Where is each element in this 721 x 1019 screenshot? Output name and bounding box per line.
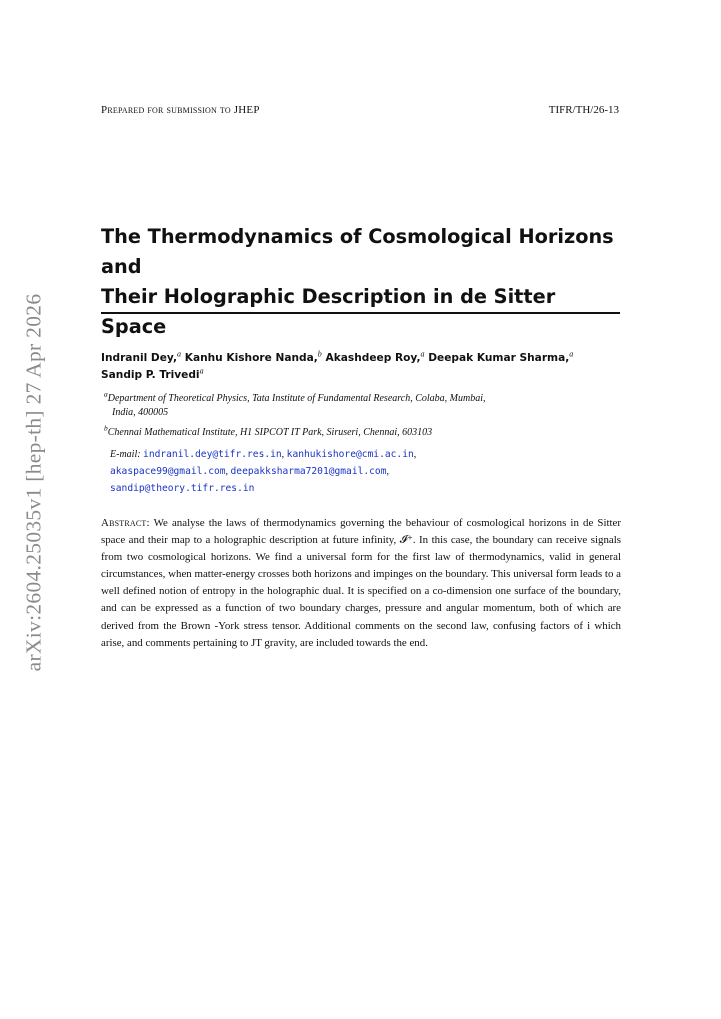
- affiliation-b: [104, 423, 622, 440]
- author-name: Sandip P. Trivedi: [101, 369, 200, 381]
- abstract-label: Abstract:: [101, 517, 150, 529]
- paper-title-line-2: Their Holographic Description in de Sitter Space: [101, 285, 556, 338]
- author-name: Kanhu Kishore Nanda,: [184, 352, 318, 364]
- email-link[interactable]: indranil.dey@tifr.res.in: [143, 449, 282, 460]
- author-name: Deepak Kumar Sharma,: [428, 352, 570, 364]
- author-affiliation-mark: a: [177, 349, 182, 359]
- affiliation-mark: b: [104, 423, 108, 433]
- affiliation-mark: a: [104, 389, 108, 399]
- arxiv-identifier-stamp: [19, 293, 49, 671]
- author-affiliation-mark: a: [199, 366, 204, 376]
- affiliation-line: Chennai Mathematical Institute, H1 SIPCOT IT Park, Siruseri, Chennai, 603103: [107, 427, 433, 438]
- author-affiliation-mark: a: [420, 349, 425, 359]
- author-name: Indranil Dey,: [101, 352, 178, 364]
- affiliation-line: Department of Theoretical Physics, Tata Institute of Fundamental Research, Colaba, Mumbai,: [107, 393, 486, 404]
- paper-title-line-1: The Thermodynamics of Cosmological Horizons and: [101, 225, 614, 278]
- author-affiliation-mark: b: [317, 349, 322, 359]
- author-name: Akashdeep Roy,: [325, 352, 421, 364]
- affiliation-line: India, 400005: [112, 407, 169, 418]
- report-number: TIFR/TH/26-13: [548, 104, 619, 116]
- submission-note: Prepared for submission to JHEP: [101, 104, 260, 116]
- abstract-text: We analyse the laws of thermodynamics governing the behaviour of cosmological horizons in de Sitter space and their map to a holographic description at future infinity, 𝓘⁺. In this case, the boundary can receive signals from two cosmological horizons. We find a universal form for the first law of thermodynamics, valid in general circumstances, when matter-energy crosses both horizons and impinges on the boundary. This universal form leads to a well defined notion of entropy in the holographic dual. It is specified on a co-dimension one surface of the boundary, and can be expressed as a function of two boundary charges, pressure and angular momentum, both of which are derived from the Brown -York stress tensor. Additional comments on the second law, confusing factors of i which arise, and comments pertaining to JT gravity, are included towards the end.: [101, 517, 621, 649]
- author-list: [101, 350, 621, 384]
- affiliation-a: [104, 389, 622, 420]
- email-block: E-mail: indranil.dey@tifr.res.in, kanhukishore@cmi.ac.in, akaspace99@gmail.com, deepakksharma7201@gmail.com, sandip@theory.tifr.res.in: [110, 449, 417, 494]
- author-affiliation-mark: a: [569, 349, 574, 359]
- email-label: E-mail:: [110, 449, 141, 460]
- arxiv-identifier-text: arXiv:2604.25035v1 [hep-th] 27 Apr 2026: [21, 293, 46, 671]
- title-divider: [101, 312, 620, 314]
- paper-title: [101, 222, 621, 342]
- email-link[interactable]: deepakksharma7201@gmail.com: [230, 466, 387, 477]
- abstract: [101, 515, 621, 652]
- email-link[interactable]: sandip@theory.tifr.res.in: [110, 483, 255, 494]
- email-link[interactable]: kanhukishore@cmi.ac.in: [286, 449, 414, 460]
- email-link[interactable]: akaspace99@gmail.com: [110, 466, 226, 477]
